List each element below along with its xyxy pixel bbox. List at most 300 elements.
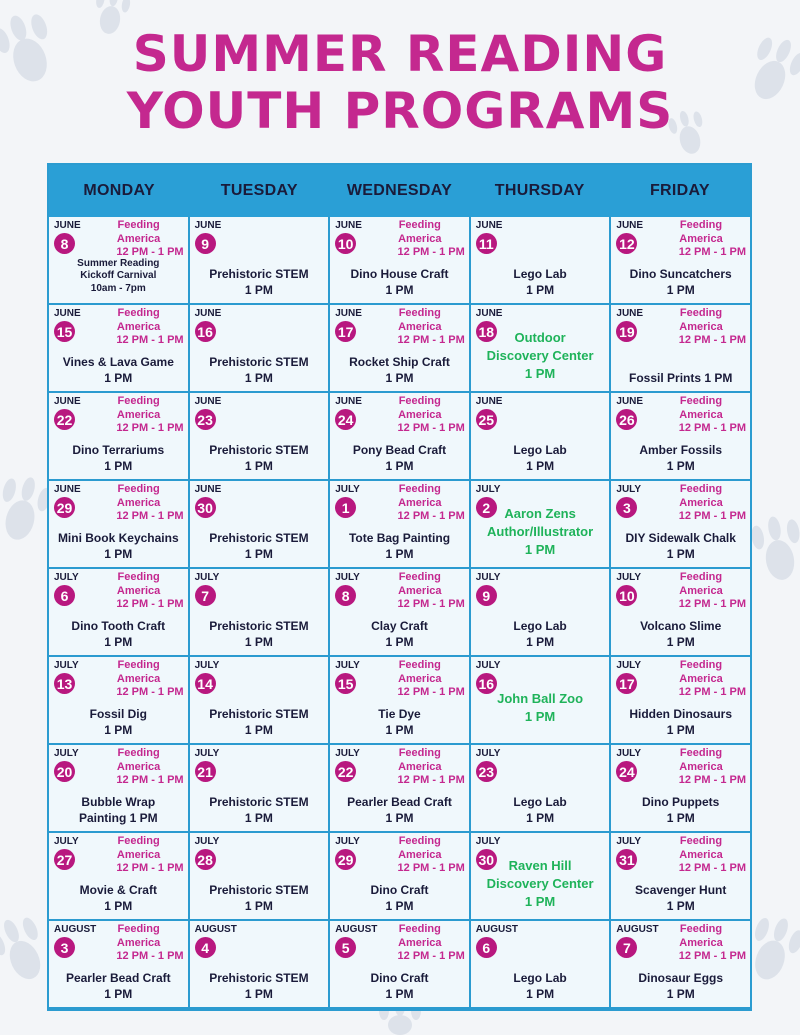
month-label: JULY xyxy=(475,836,501,847)
month-label: JULY xyxy=(616,660,642,671)
feeding-time: 12 PM - 1 PM xyxy=(397,510,465,522)
event-line: 10am - 7pm xyxy=(90,282,146,294)
event-line: Prehistoric STEM xyxy=(209,267,309,281)
month-label: JUNE xyxy=(194,308,222,319)
event-line: Movie & Craft xyxy=(79,883,157,897)
feeding-time: 12 PM - 1 PM xyxy=(116,510,184,522)
title-line-2: YOUTH PROGRAMS xyxy=(126,82,674,140)
feeding-time: 12 PM - 1 PM xyxy=(116,422,184,434)
day-number-badge: 14 xyxy=(195,673,216,694)
day-number-badge: 7 xyxy=(616,937,637,958)
event-line: 1 PM xyxy=(385,723,414,737)
event-line: Volcano Slime xyxy=(640,619,722,633)
event-line: 1 PM xyxy=(526,635,555,649)
feeding-time: 12 PM - 1 PM xyxy=(116,598,184,610)
feeding-line2: America xyxy=(116,232,161,245)
month-label: JUNE xyxy=(475,396,503,407)
event-line: Tie Dye xyxy=(378,707,421,721)
day-number-badge: 23 xyxy=(476,761,497,782)
feeding-time: 12 PM - 1 PM xyxy=(678,598,746,610)
month-label: JULY xyxy=(335,484,360,495)
feeding-line1: Feeding xyxy=(398,219,441,231)
event-line: Dinosaur Eggs xyxy=(638,971,724,985)
month-label: AUGUST xyxy=(54,924,97,935)
event-line: 1 PM xyxy=(244,635,273,649)
day-number-badge: 19 xyxy=(616,321,637,342)
calendar-day-cell xyxy=(330,657,469,743)
event-line: 1 PM xyxy=(666,635,695,649)
event xyxy=(51,794,186,826)
event xyxy=(613,442,748,474)
feeding-time: 12 PM - 1 PM xyxy=(678,334,746,346)
feeding-line2: America xyxy=(679,408,723,421)
day-number-badge: 10 xyxy=(616,585,637,606)
calendar-day-cell xyxy=(49,833,188,919)
event xyxy=(332,354,467,386)
event-line: 1 PM xyxy=(526,459,555,473)
day-number-badge: 21 xyxy=(195,761,216,782)
feeding-line2: America xyxy=(679,848,723,861)
feeding-time: 12 PM - 1 PM xyxy=(116,334,184,346)
month-label: JULY xyxy=(54,836,79,847)
event-line: 1 PM xyxy=(666,459,695,473)
month-label: JULY xyxy=(475,572,501,583)
event-line: 1 PM xyxy=(524,894,556,909)
feeding-line1: Feeding xyxy=(679,835,723,847)
calendar-day-cell xyxy=(190,393,329,479)
day-number-badge: 23 xyxy=(195,409,216,430)
day-number-badge: 28 xyxy=(195,849,216,870)
calendar-day-cell xyxy=(49,393,188,479)
event-line: Lego Lab xyxy=(513,267,567,281)
event-line: Dino Puppets xyxy=(642,795,720,809)
event-line: Dino Terrariums xyxy=(72,443,165,457)
feeding-line1: Feeding xyxy=(679,219,723,231)
event-line: Painting 1 PM xyxy=(78,811,158,825)
event xyxy=(51,258,186,296)
event-line: 1 PM xyxy=(244,371,273,385)
feeding-america-note xyxy=(656,659,746,700)
event xyxy=(332,882,467,914)
event-line: 1 PM xyxy=(666,987,695,1001)
day-number-badge: 16 xyxy=(195,321,216,342)
event xyxy=(613,266,748,298)
special-event xyxy=(473,305,608,391)
feeding-america-note xyxy=(94,923,184,964)
event-line: Aaron Zens xyxy=(504,506,576,521)
event-line: 1 PM xyxy=(526,987,555,1001)
day-number-badge: 4 xyxy=(195,937,216,958)
month-label: JUNE xyxy=(194,484,222,495)
event-line: 1 PM xyxy=(104,723,133,737)
event-line: Dino Craft xyxy=(370,883,429,897)
month-label: AUGUST xyxy=(194,924,237,935)
event-line: Pearler Bead Craft xyxy=(347,795,452,809)
feeding-line2: America xyxy=(679,584,723,597)
event xyxy=(192,706,327,738)
event-line: 1 PM xyxy=(385,283,414,297)
feeding-line1: Feeding xyxy=(117,835,160,847)
feeding-america-note xyxy=(94,395,184,436)
day-number-badge: 6 xyxy=(54,585,75,606)
event-line: 1 PM xyxy=(526,283,555,297)
event-line: Tote Bag Painting xyxy=(348,531,451,545)
event-line: Dino Suncatchers xyxy=(629,267,732,281)
feeding-america-note xyxy=(375,219,465,260)
event xyxy=(51,882,186,914)
feeding-line2: America xyxy=(116,496,161,509)
event xyxy=(51,530,186,562)
feeding-america-note xyxy=(94,483,184,524)
event-line: Prehistoric STEM xyxy=(209,443,309,457)
event-line: Discovery Center xyxy=(486,876,594,891)
event xyxy=(473,618,608,650)
feeding-america-note xyxy=(94,219,184,260)
feeding-time: 12 PM - 1 PM xyxy=(678,246,746,258)
feeding-line1: Feeding xyxy=(398,835,441,847)
event-line: 1 PM xyxy=(526,811,555,825)
calendar-day-cell xyxy=(49,481,188,567)
day-number-badge: 8 xyxy=(335,585,356,606)
feeding-line2: America xyxy=(398,584,442,597)
month-label: JULY xyxy=(616,572,642,583)
event-line: Pony Bead Craft xyxy=(352,443,447,457)
event-line: Mini Book Keychains xyxy=(57,531,179,545)
month-label: JUNE xyxy=(475,220,503,231)
event-line: Amber Fossils xyxy=(639,443,723,457)
feeding-line2: America xyxy=(398,760,442,773)
month-label: JULY xyxy=(54,748,79,759)
calendar-day-cell xyxy=(611,921,750,1007)
event xyxy=(613,618,748,650)
calendar-day-cell xyxy=(471,393,610,479)
event-line: Clay Craft xyxy=(371,619,428,633)
day-number-badge: 15 xyxy=(54,321,75,342)
event-line: 1 PM xyxy=(385,987,414,1001)
calendar-day-cell xyxy=(190,657,329,743)
event-line: 1 PM xyxy=(385,899,414,913)
month-label: JULY xyxy=(616,484,642,495)
event-line: 1 PM xyxy=(244,811,273,825)
event-line: Prehistoric STEM xyxy=(209,795,309,809)
feeding-line2: America xyxy=(679,672,723,685)
day-number-badge: 7 xyxy=(195,585,216,606)
month-label: JULY xyxy=(194,836,220,847)
event xyxy=(613,706,748,738)
event-line: 1 PM xyxy=(385,459,414,473)
feeding-line2: America xyxy=(116,848,161,861)
calendar-day-cell xyxy=(611,569,750,655)
day-number-badge: 3 xyxy=(54,937,75,958)
month-label: AUGUST xyxy=(475,924,519,935)
day-number-badge: 29 xyxy=(335,849,356,870)
event xyxy=(613,970,748,1002)
day-number-badge: 27 xyxy=(54,849,75,870)
event-line: Prehistoric STEM xyxy=(209,707,309,721)
month-label: JUNE xyxy=(54,396,81,407)
event xyxy=(51,706,186,738)
event-line: 1 PM xyxy=(524,366,556,381)
month-label: JUNE xyxy=(475,308,503,319)
feeding-line2: America xyxy=(116,672,161,685)
feeding-america-note xyxy=(94,659,184,700)
day-number-badge: 11 xyxy=(476,233,497,254)
month-label: JUNE xyxy=(616,396,644,407)
feeding-line1: Feeding xyxy=(117,659,160,671)
feeding-line2: America xyxy=(398,232,442,245)
month-label: JUNE xyxy=(616,308,644,319)
feeding-line1: Feeding xyxy=(398,483,441,495)
event-line: Prehistoric STEM xyxy=(209,971,309,985)
feeding-time: 12 PM - 1 PM xyxy=(397,334,465,346)
event-line: Prehistoric STEM xyxy=(209,531,309,545)
event-line: 1 PM xyxy=(524,709,556,724)
feeding-line2: America xyxy=(398,496,442,509)
feeding-time: 12 PM - 1 PM xyxy=(116,686,184,698)
event xyxy=(192,970,327,1002)
feeding-line2: America xyxy=(116,584,161,597)
special-event xyxy=(473,833,608,919)
feeding-line2: America xyxy=(679,760,723,773)
calendar-day-cell xyxy=(330,833,469,919)
feeding-line1: Feeding xyxy=(117,395,160,407)
event-line: Scavenger Hunt xyxy=(635,883,727,897)
feeding-line1: Feeding xyxy=(117,923,160,935)
day-number-badge: 29 xyxy=(54,497,75,518)
day-number-badge: 13 xyxy=(54,673,75,694)
month-label: JUNE xyxy=(54,484,81,495)
day-number-badge: 22 xyxy=(54,409,75,430)
event-line: 1 PM xyxy=(385,635,414,649)
feeding-line2: America xyxy=(398,936,442,949)
calendar-day-cell xyxy=(611,217,750,303)
event-line: Author/Illustrator xyxy=(487,524,594,539)
feeding-line1: Feeding xyxy=(117,747,160,759)
feeding-time: 12 PM - 1 PM xyxy=(678,862,746,874)
month-label: JUNE xyxy=(194,396,222,407)
special-event xyxy=(473,481,608,567)
day-number-badge: 8 xyxy=(54,233,75,254)
event-line: Outdoor xyxy=(514,330,566,345)
feeding-america-note xyxy=(375,659,465,700)
event xyxy=(613,794,748,826)
event xyxy=(332,970,467,1002)
special-event xyxy=(473,657,608,743)
feeding-america-note xyxy=(656,219,746,260)
event-line: 1 PM xyxy=(666,723,695,737)
month-label: JULY xyxy=(54,572,79,583)
day-number-badge: 17 xyxy=(335,321,356,342)
event-line: Prehistoric STEM xyxy=(209,355,309,369)
event-line: 1 PM xyxy=(104,459,133,473)
calendar-day-cell xyxy=(330,569,469,655)
month-label: JULY xyxy=(194,572,220,583)
feeding-time: 12 PM - 1 PM xyxy=(116,246,184,258)
event-line: Dino Tooth Craft xyxy=(71,619,166,633)
calendar-day-cell xyxy=(330,217,469,303)
calendar-day-cell xyxy=(330,393,469,479)
calendar-day-cell xyxy=(611,657,750,743)
day-number-badge: 6 xyxy=(476,937,497,958)
calendar-day-cell xyxy=(49,745,188,831)
event-line: 1 PM xyxy=(385,811,414,825)
event-line: Dino House Craft xyxy=(350,267,449,281)
month-label: AUGUST xyxy=(616,924,659,935)
event xyxy=(192,618,327,650)
feeding-line1: Feeding xyxy=(398,395,441,407)
feeding-america-note xyxy=(375,395,465,436)
event xyxy=(192,530,327,562)
feeding-time: 12 PM - 1 PM xyxy=(116,774,184,786)
day-number-badge: 20 xyxy=(54,761,75,782)
day-number-badge: 31 xyxy=(616,849,637,870)
day-number-badge: 30 xyxy=(195,497,216,518)
feeding-time: 12 PM - 1 PM xyxy=(397,598,465,610)
feeding-line2: America xyxy=(116,936,161,949)
calendar-day-cell xyxy=(471,833,610,919)
feeding-america-note xyxy=(94,835,184,876)
feeding-time: 12 PM - 1 PM xyxy=(397,862,465,874)
event-line: Pearler Bead Craft xyxy=(65,971,171,985)
weekday-wednesday: WEDNESDAY xyxy=(346,182,453,199)
event-line: 1 PM xyxy=(104,371,133,385)
event xyxy=(192,354,327,386)
day-number-badge: 26 xyxy=(616,409,637,430)
calendar-day-cell xyxy=(611,393,750,479)
month-label: JUNE xyxy=(335,308,362,319)
month-label: JULY xyxy=(475,660,501,671)
feeding-america-note xyxy=(375,835,465,876)
month-label: JULY xyxy=(335,748,360,759)
day-number-badge: 18 xyxy=(476,321,497,342)
day-number-badge: 9 xyxy=(476,585,497,606)
day-number-badge: 25 xyxy=(476,409,497,430)
event-line: 1 PM xyxy=(104,987,133,1001)
feeding-america-note xyxy=(656,835,746,876)
feeding-time: 12 PM - 1 PM xyxy=(116,950,184,962)
page-title xyxy=(0,26,800,140)
day-number-badge: 10 xyxy=(335,233,356,254)
weekday-tuesday: TUESDAY xyxy=(220,182,298,199)
event-line: 1 PM xyxy=(244,283,273,297)
event-line: Kickoff Carnival xyxy=(80,270,157,281)
event xyxy=(51,970,186,1002)
month-label: JULY xyxy=(616,748,642,759)
event-line: 1 PM xyxy=(524,542,556,557)
feeding-line1: Feeding xyxy=(398,571,441,583)
calendar-day-cell xyxy=(49,657,188,743)
feeding-line2: America xyxy=(679,496,723,509)
day-number-badge: 22 xyxy=(335,761,356,782)
weekday-thursday: THURSDAY xyxy=(494,182,585,199)
calendar-day-cell xyxy=(49,569,188,655)
month-label: AUGUST xyxy=(335,924,378,935)
event xyxy=(51,354,186,386)
feeding-line1: Feeding xyxy=(398,747,441,759)
feeding-line2: America xyxy=(116,408,161,421)
event-line: John Ball Zoo xyxy=(497,691,584,706)
month-label: JULY xyxy=(335,572,360,583)
feeding-line1: Feeding xyxy=(117,571,160,583)
feeding-line1: Feeding xyxy=(679,659,723,671)
calendar-day-cell xyxy=(330,305,469,391)
event xyxy=(613,370,748,386)
event-line: Lego Lab xyxy=(513,619,567,633)
feeding-america-note xyxy=(656,395,746,436)
feeding-america-note xyxy=(656,307,746,348)
feeding-line1: Feeding xyxy=(398,923,441,935)
feeding-time: 12 PM - 1 PM xyxy=(397,950,465,962)
event-line: DIY Sidewalk Chalk xyxy=(625,531,736,545)
feeding-time: 12 PM - 1 PM xyxy=(678,510,746,522)
feeding-america-note xyxy=(656,571,746,612)
calendar-day-cell xyxy=(611,481,750,567)
feeding-line2: America xyxy=(116,320,161,333)
event-line: Lego Lab xyxy=(513,971,567,985)
calendar-day-cell xyxy=(471,745,610,831)
calendar-day-cell xyxy=(49,217,188,303)
calendar-day-cell xyxy=(190,745,329,831)
event-line: Vines & Lava Game xyxy=(62,355,174,369)
month-label: JULY xyxy=(335,836,360,847)
feeding-time: 12 PM - 1 PM xyxy=(678,950,746,962)
event-line: 1 PM xyxy=(244,899,273,913)
calendar-day-cell xyxy=(190,217,329,303)
feeding-time: 12 PM - 1 PM xyxy=(678,686,746,698)
event xyxy=(192,794,327,826)
feeding-time: 12 PM - 1 PM xyxy=(116,862,184,874)
calendar-day-cell xyxy=(190,305,329,391)
calendar-day-cell xyxy=(471,217,610,303)
day-number-badge: 15 xyxy=(335,673,356,694)
event-line: Summer Reading xyxy=(77,257,160,269)
event-line: Lego Lab xyxy=(513,443,567,457)
day-number-badge: 24 xyxy=(616,761,637,782)
event-line: 1 PM xyxy=(385,371,414,385)
event xyxy=(192,442,327,474)
event-line: 1 PM xyxy=(104,899,133,913)
event-line: Dino Craft xyxy=(370,971,429,985)
feeding-line1: Feeding xyxy=(117,307,160,319)
event xyxy=(332,266,467,298)
calendar-day-cell xyxy=(49,921,188,1007)
feeding-line1: Feeding xyxy=(679,395,723,407)
feeding-america-note xyxy=(656,483,746,524)
feeding-line1: Feeding xyxy=(679,483,723,495)
feeding-time: 12 PM - 1 PM xyxy=(678,422,746,434)
event-line: Fossil Dig xyxy=(89,707,147,721)
day-number-badge: 16 xyxy=(476,673,497,694)
event xyxy=(332,442,467,474)
month-label: JULY xyxy=(475,748,501,759)
month-label: JULY xyxy=(616,836,642,847)
event-line: Prehistoric STEM xyxy=(209,883,309,897)
event xyxy=(613,882,748,914)
feeding-time: 12 PM - 1 PM xyxy=(397,686,465,698)
month-label: JUNE xyxy=(335,396,362,407)
event-line: Raven Hill xyxy=(508,858,572,873)
event-line: 1 PM xyxy=(244,987,273,1001)
feeding-line2: America xyxy=(398,408,442,421)
weekday-friday: FRIDAY xyxy=(649,182,710,199)
calendar-day-cell xyxy=(190,833,329,919)
month-label: JULY xyxy=(54,660,79,671)
day-number-badge: 17 xyxy=(616,673,637,694)
event-line: 1 PM xyxy=(244,547,273,561)
calendar-day-cell xyxy=(190,481,329,567)
event-line: 1 PM xyxy=(666,899,695,913)
feeding-time: 12 PM - 1 PM xyxy=(397,422,465,434)
